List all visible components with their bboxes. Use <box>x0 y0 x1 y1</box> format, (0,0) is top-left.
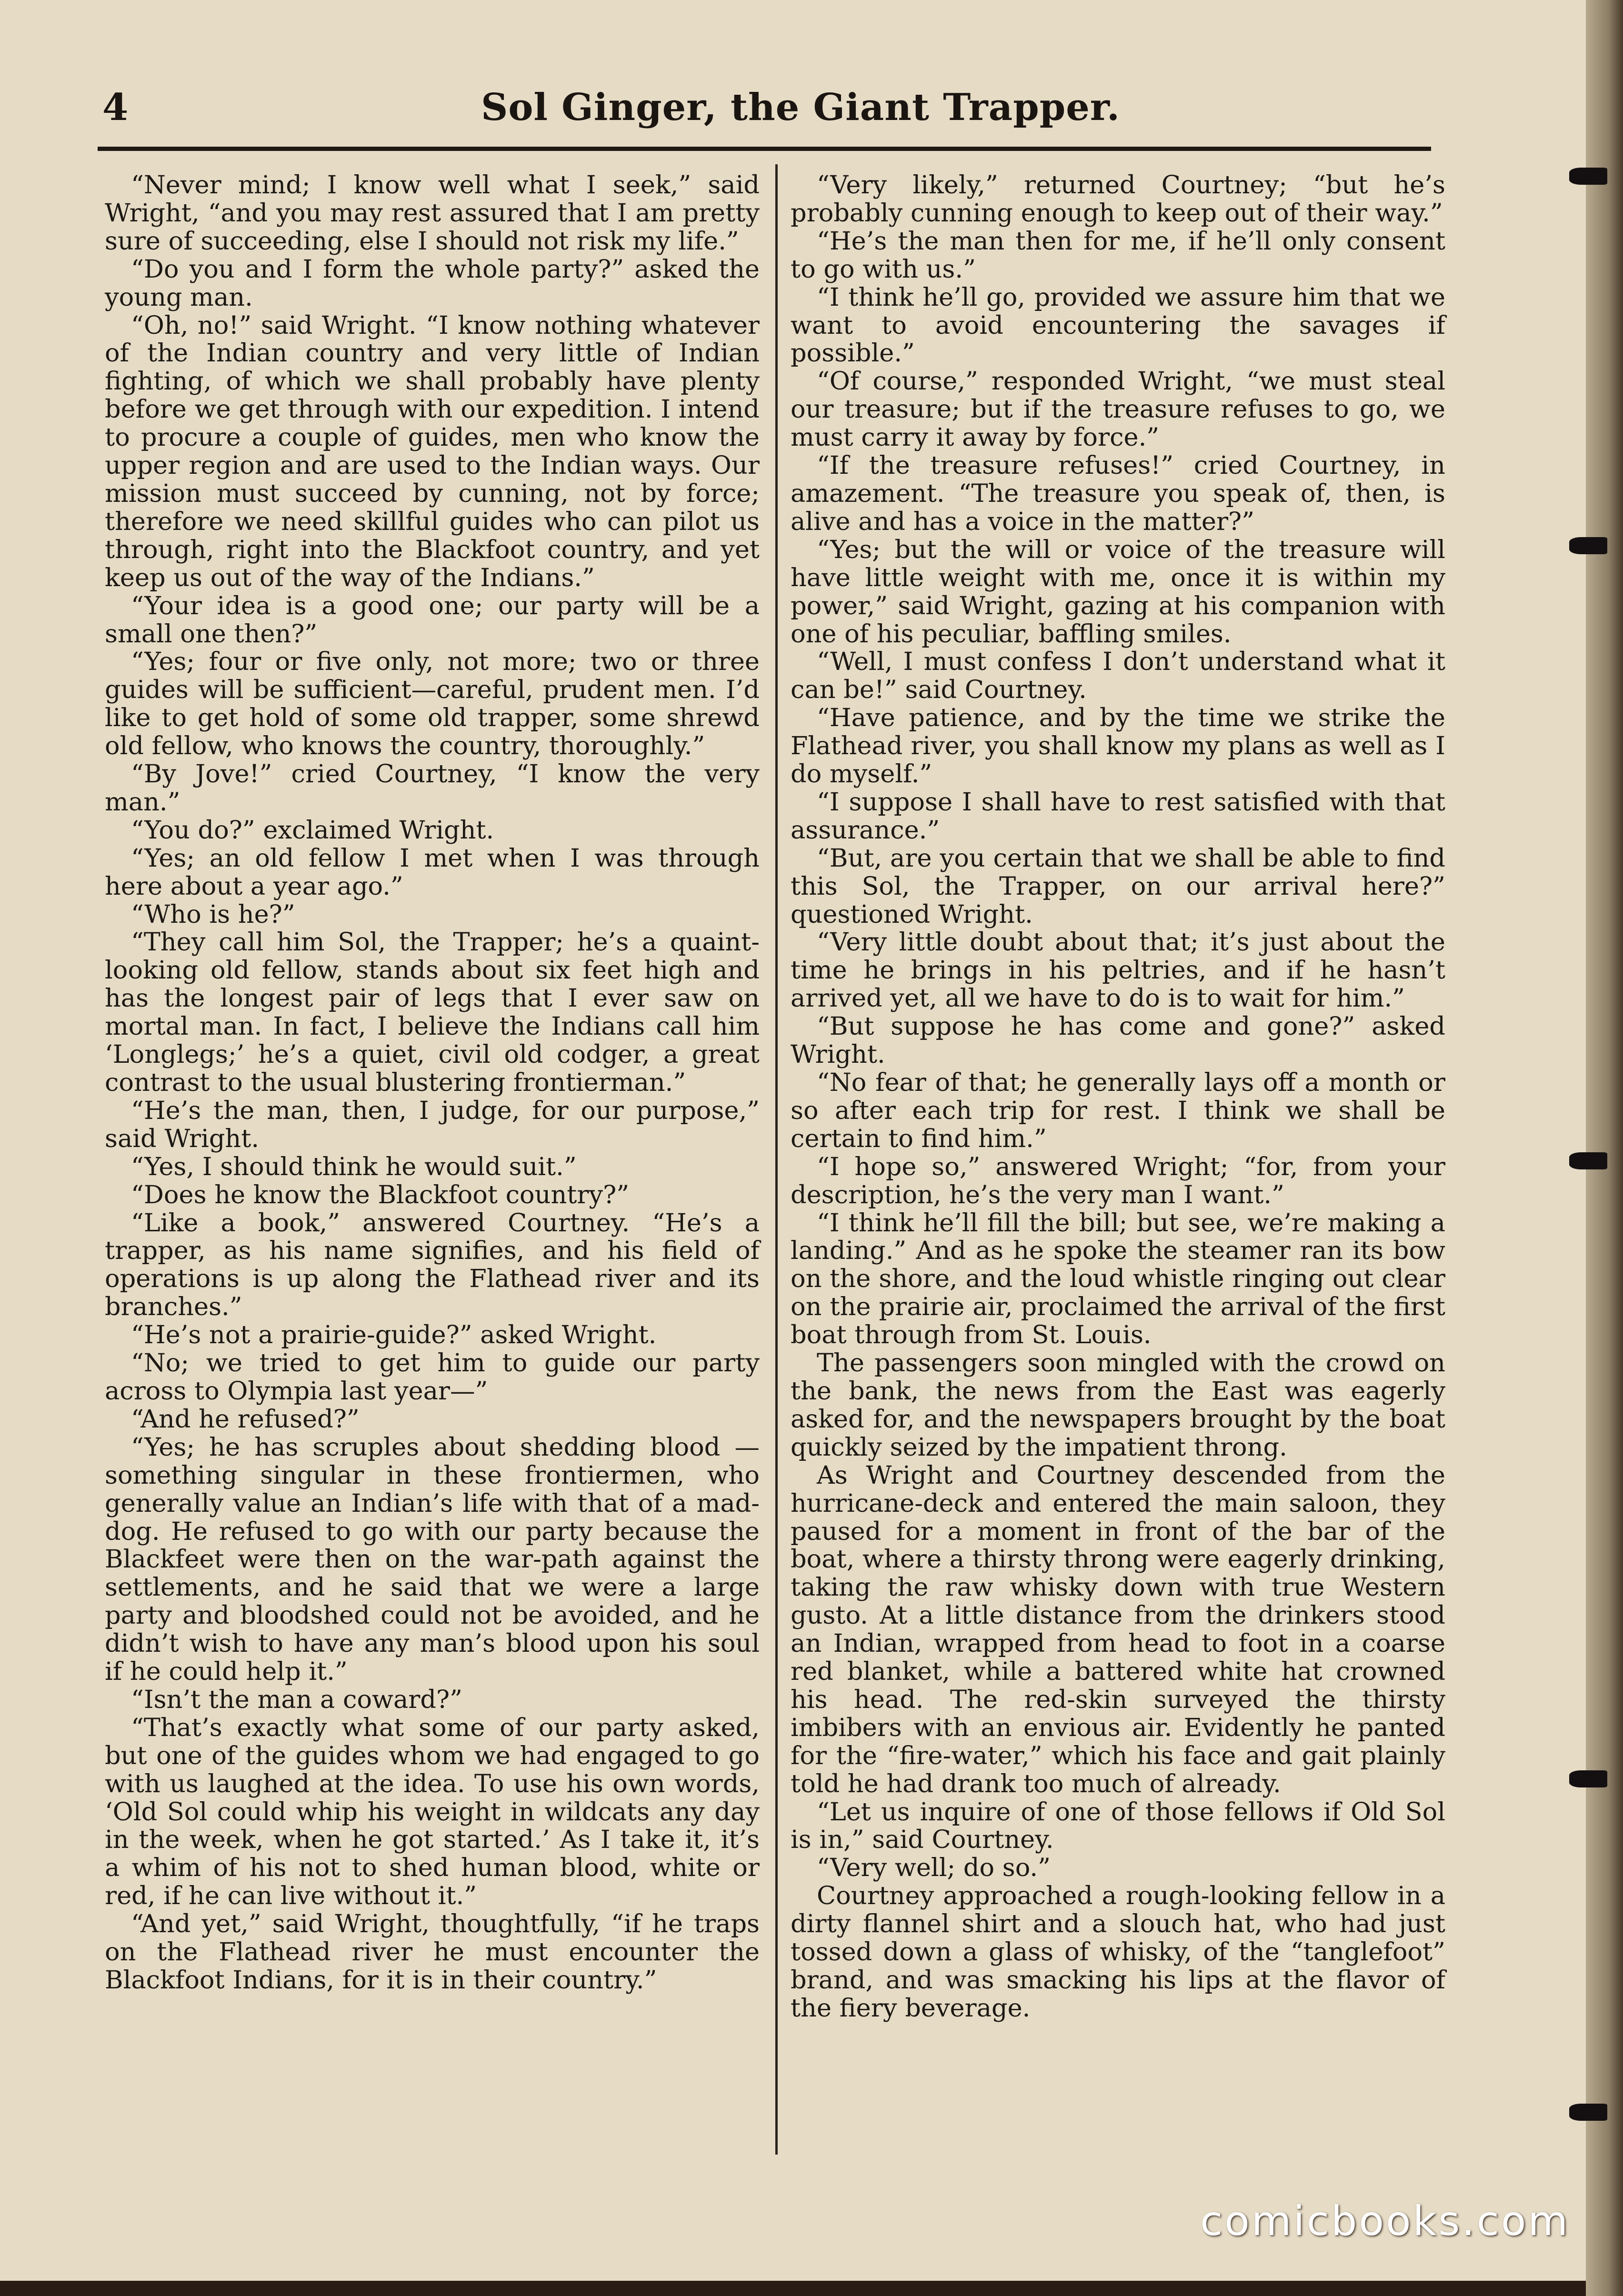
paragraph: “Have patience, and by the time we strike the Flathead river, you shall know my plans as well as I do myself.” <box>791 703 1445 789</box>
binding-staple <box>1569 1770 1607 1787</box>
paragraph: “Yes; four or five only, not more; two or three guides will be sufficient—careful, prudent men. I’d like to get hold of some old trapper, some shrewd old fellow, who knows the country, thoroughly.” <box>105 647 760 761</box>
paragraph: “But, are you certain that we shall be able to find this Sol, the Trapper, on our arrival here?” questioned Wright. <box>791 843 1445 929</box>
paragraph: “Do you and I form the whole party?” asked the young man. <box>105 254 760 312</box>
paragraph: “I think he’ll go, provided we assure him that we want to avoid encountering the savages if possible.” <box>791 282 1445 368</box>
paragraph: “Your idea is a good one; our party will be a small one then?” <box>105 591 760 649</box>
paragraph: “If the treasure refuses!” cried Courtney, in amazement. “The treasure you speak of, then, is alive and has a voice in the matter?” <box>791 451 1445 536</box>
paragraph: “No; we tried to get him to guide our party across to Olympia last year—” <box>105 1348 760 1406</box>
paragraph: “Isn’t the man a coward?” <box>131 1685 462 1714</box>
binding-staple <box>1569 2104 1607 2121</box>
paragraph: “He’s not a prairie-guide?” asked Wright. <box>131 1320 657 1350</box>
paragraph: “Yes; an old fellow I met when I was through here about a year ago.” <box>105 843 760 901</box>
paragraph: “And yet,” said Wright, thoughtfully, “if he traps on the Flathead river he must encounter the Blackfoot Indians, for it is in their country.” <box>105 1909 760 1995</box>
left-column <box>105 171 760 1995</box>
right-column <box>791 171 1445 2023</box>
paragraph: “No fear of that; he generally lays off a month or so after each trip for rest. I think we shall be certain to find him.” <box>791 1068 1445 1153</box>
paragraph: As Wright and Courtney descended from the hurricane-deck and entered the main saloon, they paused for a moment in front of the bar of the boat, where a thirsty throng were eagerly drinking, taking the raw whisky down with true Western gusto. At a little distance from the drinkers stood an Indian, wrapped from head to foot in a coarse red blanket, while a battered white hat crowned his head. The red-skin surveyed the thirsty imbibers with an envious air. Evidently he panted for the “fire-water,” which his face and gait plainly told he had drank too much of already. <box>791 1460 1445 1798</box>
binding-staple <box>1569 168 1607 185</box>
paragraph: “Let us inquire of one of those fellows if Old Sol is in,” said Courtney. <box>791 1797 1445 1855</box>
paragraph: “But suppose he has come and gone?” asked Wright. <box>791 1012 1445 1069</box>
paragraph: “That’s exactly what some of our party asked, but one of the guides whom we had engaged to go with us laughed at the idea. To use his own words, ‘Old Sol could whip his weight in wildcats any day in the week, when he got started.’ As I take it, it’s a whim of his not to shed human blood, white or red, if he can live without it.” <box>105 1713 760 1911</box>
column-divider <box>775 164 778 2155</box>
paragraph: “And he refused?” <box>131 1404 360 1434</box>
paragraph: “Never mind; I know well what I seek,” said Wright, “and you may rest assured that I am pretty sure of succeeding, else I should not risk my life.” <box>105 170 760 256</box>
paragraph: “Well, I must confess I don’t understand what it can be!” said Courtney. <box>791 647 1445 705</box>
paragraph: “Does he know the Blackfoot country?” <box>131 1180 630 1209</box>
paragraph: “Like a book,” answered Courtney. “He’s a trapper, as his name signifies, and his field of operations is up along the Flathead river and its branches.” <box>105 1208 760 1322</box>
binding-staple <box>1569 537 1607 554</box>
paragraph: “Who is he?” <box>131 899 295 929</box>
paragraph: “He’s the man then for me, if he’ll only consent to go with us.” <box>791 226 1445 284</box>
watermark: comicbooks.com <box>1200 2197 1570 2245</box>
page-spine <box>1586 0 1623 2296</box>
paragraph: “Very well; do so.” <box>817 1853 1051 1883</box>
paragraph: “By Jove!” cried Courtney, “I know the very man.” <box>105 759 760 817</box>
header-rule <box>98 147 1431 151</box>
paragraph: Courtney approached a rough-looking fellow in a dirty flannel shirt and a slouch hat, who had just tossed down a glass of whisky, of the “tanglefoot” brand, and was smacking his lips at the flavor of the fiery beverage. <box>791 1881 1445 2023</box>
paragraph: “Yes; but the will or voice of the treasure will have little weight with me, once it is within my power,” said Wright, gazing at his companion with one of his peculiar, baffling smiles. <box>791 535 1445 649</box>
paragraph: “Yes; he has scruples about shedding blood —something singular in these frontiermen, who generally value an Indian’s life with that of a mad-dog. He refused to go with our party because the Blackfeet were then on the war-path against the settlements, and he said that we were a large party and bloodshed could not be avoided, and he didn’t wish to have any man’s blood upon his soul if he could help it.” <box>105 1432 760 1687</box>
paragraph: “Very likely,” returned Courtney; “but he’s probably cunning enough to keep out of their way.” <box>791 170 1445 228</box>
paragraph: “He’s the man, then, I judge, for our purpose,” said Wright. <box>105 1096 760 1153</box>
running-title: Sol Ginger, the Giant Trapper. <box>481 86 1120 129</box>
paragraph: “I suppose I shall have to rest satisfied with that assurance.” <box>791 787 1445 845</box>
paragraph: “They call him Sol, the Trapper; he’s a quaint-looking old fellow, stands about six feet high and has the longest pair of legs that I ever saw on mortal man. In fact, I believe the Indians call him ‘Longlegs;’ he’s a quiet, civil old codger, a great contrast to the usual blustering frontierman.” <box>105 928 760 1097</box>
paragraph: “Oh, no!” said Wright. “I know nothing whatever of the Indian country and very little of Indian fighting, of which we shall probably have plenty before we get through with our expedition. I intend to procure a couple of guides, men who know the upper region and are used to the Indian ways. Our mission must succeed by cunning, not by force; therefore we need skillful guides who can pilot us through, right into the Blackfoot country, and yet keep us out of the way of the Indians.” <box>105 310 760 592</box>
paragraph: “Yes, I should think he would suit.” <box>131 1152 577 1181</box>
binding-staple <box>1569 1152 1607 1169</box>
paragraph: “Very little doubt about that; it’s just about the time he brings in his peltries, and if he hasn’t arrived yet, all we have to do is to wait for him.” <box>791 928 1445 1013</box>
paragraph: “I think he’ll fill the bill; but see, we’re making a landing.” And as he spoke the steamer ran its bow on the shore, and the loud whistle ringing out clear on the prairie air, proclaimed the arrival of the first boat through from St. Louis. <box>791 1208 1445 1350</box>
paragraph: The passengers soon mingled with the crowd on the bank, the news from the East was eagerly asked for, and the newspapers brought by the boat quickly seized by the impatient throng. <box>791 1348 1445 1462</box>
page-bottom-edge <box>0 2281 1586 2296</box>
page-number: 4 <box>102 86 129 129</box>
paragraph: “Of course,” responded Wright, “we must steal our treasure; but if the treasure refuses to go, we must carry it away by force.” <box>791 367 1445 452</box>
paragraph: “I hope so,” answered Wright; “for, from your description, he’s the very man I want.” <box>791 1152 1445 1209</box>
paragraph: “You do?” exclaimed Wright. <box>131 815 494 845</box>
